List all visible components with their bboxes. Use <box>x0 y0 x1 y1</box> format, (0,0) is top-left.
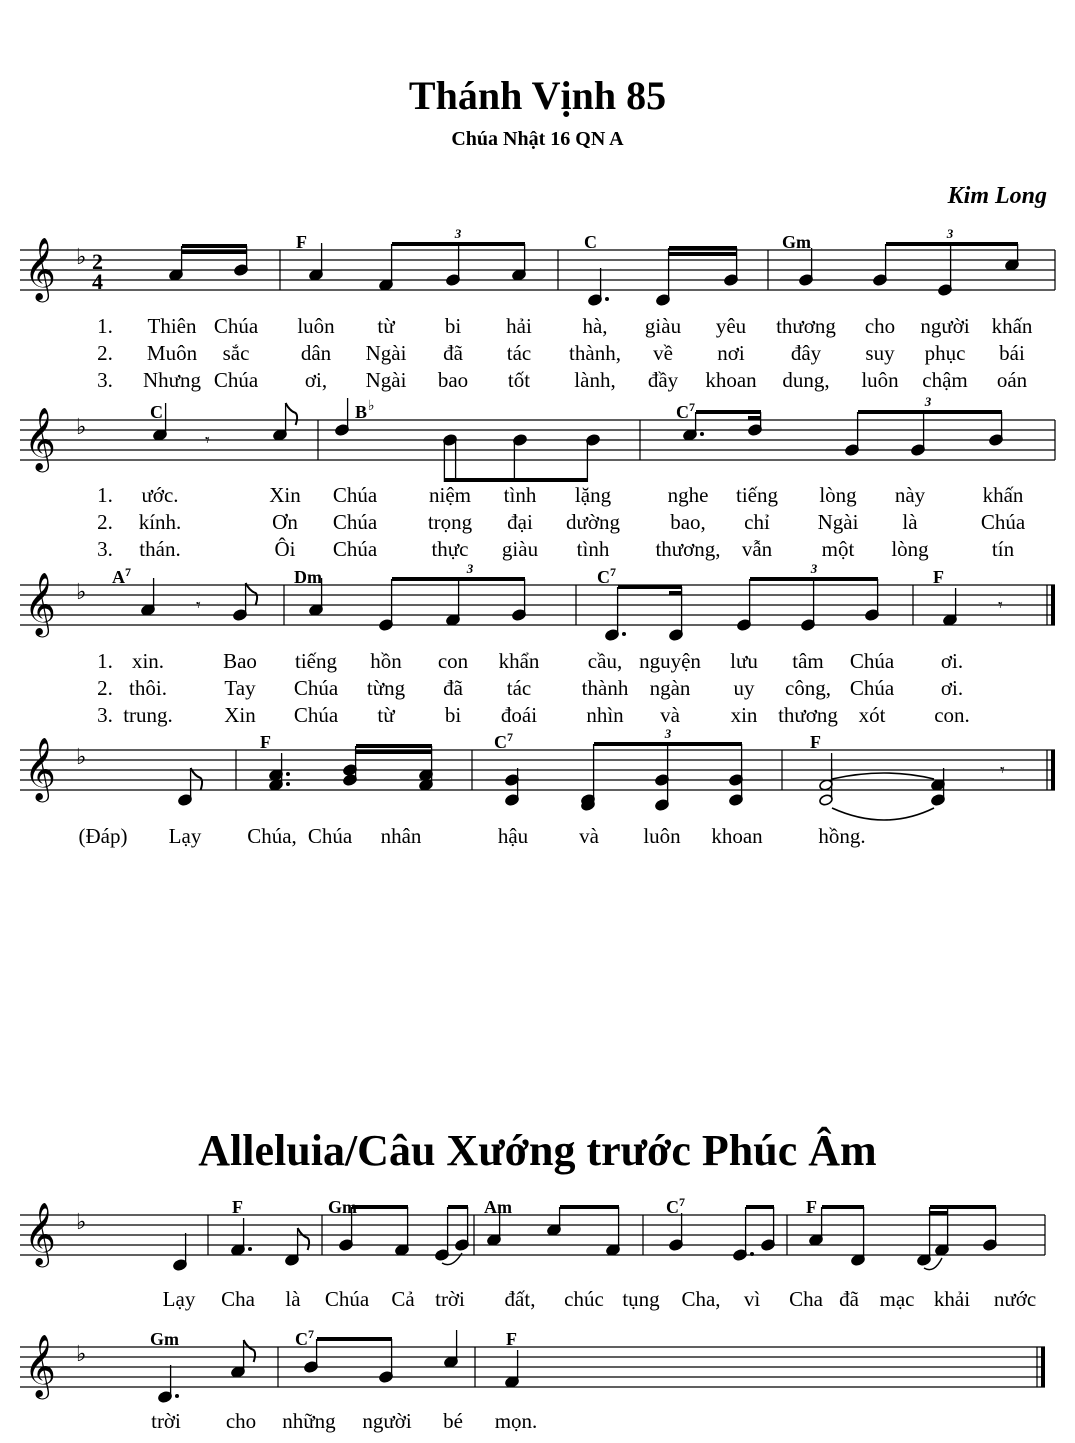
lyric-syllable: đoái <box>500 703 538 727</box>
lyric-syllable: hà, <box>582 314 608 338</box>
dot <box>248 1247 252 1251</box>
treble-clef-icon: 𝄞 <box>24 1202 56 1265</box>
chord-symbol: C <box>584 232 597 252</box>
lyric-syllable: Nhưng <box>142 368 202 392</box>
beam <box>182 244 247 248</box>
lyric-syllable: Cha <box>789 1287 823 1311</box>
lyric-syllable: thành <box>581 676 629 700</box>
note <box>169 246 184 281</box>
note <box>505 768 520 806</box>
beam <box>356 744 432 748</box>
lyric-syllable: Chúa <box>980 510 1026 534</box>
lyric-syllable: bé <box>443 1409 463 1433</box>
chord-symbol: Gm <box>328 1197 357 1217</box>
note <box>505 1350 520 1388</box>
lyric-syllable: 2. <box>97 510 113 534</box>
lyric-syllable: tụng <box>622 1287 660 1311</box>
note <box>989 412 1004 446</box>
lyric-syllable: đã <box>443 341 463 365</box>
lyric-syllable: vẫn <box>741 537 773 561</box>
chord-symbol: Dm <box>294 567 322 587</box>
chord-symbol: $A^7$ <box>112 565 131 587</box>
beam <box>448 1205 468 1209</box>
alleluia-title: Alleluia/Câu Xướng trước Phúc Âm <box>198 1126 877 1175</box>
triplet-mark: 3 <box>466 561 474 576</box>
triplet-mark: 3 <box>946 226 954 241</box>
lyric-syllable: Chúa <box>293 703 339 727</box>
note <box>444 1330 459 1368</box>
treble-clef-icon: 𝄞 <box>24 1334 56 1397</box>
final-bar-thick <box>1041 1347 1045 1387</box>
note <box>446 579 461 626</box>
lyric-syllable: ơi. <box>940 649 964 673</box>
eighth-rest-icon: 𝄾 <box>998 595 1003 616</box>
note <box>455 1207 470 1251</box>
dot <box>750 1252 754 1256</box>
staff <box>20 1202 1045 1268</box>
treble-clef-icon: 𝄞 <box>24 407 56 470</box>
lyric-syllable: người <box>920 314 970 338</box>
lyric-syllable: nghe <box>667 483 709 507</box>
beam <box>392 577 525 581</box>
lyric-syllable: suy <box>865 341 895 365</box>
lyric-syllable: dân <box>300 341 332 365</box>
beam <box>669 252 737 256</box>
beam <box>886 242 1018 246</box>
note <box>335 398 350 436</box>
note <box>231 1218 252 1256</box>
lyric-syllable: khải <box>933 1287 971 1311</box>
triplet-mark: 3 <box>664 726 672 741</box>
lyric-syllable: (Đáp) <box>78 824 128 848</box>
chord-symbol: F <box>296 232 307 252</box>
lyric-syllable: con. <box>934 703 970 727</box>
lyric-syllable: Lạy <box>162 1287 196 1311</box>
lyric-syllable: Ôi <box>274 537 296 561</box>
lyric-syllable: Muôn <box>146 341 198 365</box>
lyric-syllable: ngàn <box>649 676 691 700</box>
lyric-syllable: Chúa, <box>247 824 297 848</box>
lyric-syllable: mọn. <box>494 1409 538 1433</box>
beam <box>748 416 761 420</box>
lyric-syllable: ơi. <box>940 676 964 700</box>
lyric-syllable: con <box>437 649 469 673</box>
lyric-syllable: đã <box>839 1287 859 1311</box>
lyric-syllable: trời <box>435 1287 465 1311</box>
lyric-syllable: lòng <box>819 483 857 507</box>
time-signature-bottom: 4 <box>92 269 103 294</box>
lyric-syllable: luôn <box>861 368 899 392</box>
lyric-syllable: Ngài <box>365 341 407 365</box>
eighth-rest-icon: 𝄾 <box>205 430 210 451</box>
lyric-syllable: lặng <box>574 483 612 507</box>
chord-symbol: F <box>933 567 944 587</box>
lyric-syllable: Chúa <box>213 368 259 392</box>
time-signature-top: 2 <box>92 249 103 274</box>
beam <box>392 242 525 246</box>
chord-symbol: F <box>806 1197 817 1217</box>
lyric-syllable: thương <box>776 314 836 338</box>
lyric-syllable: bao <box>437 368 469 392</box>
lyric-syllable: khấn <box>982 483 1024 507</box>
flat-chord-icon: ♭ <box>368 398 375 414</box>
final-bar-thick <box>1051 750 1055 790</box>
eighth-rest-icon: 𝄾 <box>196 595 201 616</box>
eighth-rest-icon: 𝄾 <box>1000 760 1005 781</box>
lyric-syllable: Cha, <box>681 1287 721 1311</box>
lyric-syllable: khấn <box>991 314 1033 338</box>
lyric-syllable: thôi. <box>129 676 167 700</box>
lyric-syllable: đã <box>443 676 463 700</box>
lyric-syllable: công, <box>784 676 832 700</box>
flag <box>298 1228 310 1250</box>
lyric-syllable: từng <box>366 676 406 700</box>
lyric-syllable: thành, <box>569 341 621 365</box>
lyric-syllable: đầy <box>647 368 679 392</box>
lyric-syllable: nơi <box>717 341 745 365</box>
lyric-syllable: lòng <box>891 537 929 561</box>
lyric-syllable: yêu <box>715 314 747 338</box>
psalm-subtitle: Chúa Nhật 16 QN A <box>451 128 624 150</box>
lyric-syllable: kính. <box>138 510 182 534</box>
flag <box>286 403 298 425</box>
triplet-mark: 3 <box>924 394 932 409</box>
lyric-syllable: khoan <box>711 824 763 848</box>
chord-symbol: F <box>260 732 271 752</box>
note <box>606 1207 621 1256</box>
note <box>285 1228 309 1266</box>
note <box>761 1207 776 1251</box>
note <box>269 769 290 782</box>
note <box>799 248 814 286</box>
lyric-syllable: tiếng <box>295 649 337 673</box>
lyric-syllable: bái <box>999 341 1025 365</box>
lyric-syllable: hậu <box>497 824 529 848</box>
lyric-syllable: dung, <box>782 368 830 392</box>
beam <box>696 410 761 414</box>
lyric-syllable: chúc <box>564 1287 604 1311</box>
lyric-syllable: hồng. <box>818 824 866 848</box>
lyric-syllable: tình <box>503 483 537 507</box>
flat-key-signature-icon: ♭ <box>76 415 87 440</box>
lyric-syllable: Chúa <box>332 510 378 534</box>
treble-clef-icon: 𝄞 <box>24 237 56 300</box>
lyric-syllable: Bao <box>223 649 257 673</box>
lyric-syllable: giàu <box>501 537 539 561</box>
flat-key-signature-icon: ♭ <box>76 745 87 770</box>
note <box>231 1340 255 1378</box>
beam <box>750 577 878 581</box>
chord-symbol: F <box>810 732 821 752</box>
beam <box>356 750 432 754</box>
chord-symbol: $C^7$ <box>666 1195 685 1217</box>
note <box>588 268 609 306</box>
lyric-syllable: là <box>285 1287 301 1311</box>
chord-symbol: F <box>232 1197 243 1217</box>
lyric-syllable: là <box>902 510 918 534</box>
lyric-syllable: 1. <box>97 314 113 338</box>
beam <box>858 410 1002 414</box>
tie <box>832 773 934 779</box>
dot <box>622 632 626 636</box>
lyric-syllable: tình <box>576 537 610 561</box>
note <box>309 243 324 281</box>
lyric-syllable: Cha <box>221 1287 255 1311</box>
lyric-syllable: và <box>660 703 680 727</box>
lyric-syllable: 2. <box>97 676 113 700</box>
lyric-syllable: thương, <box>655 537 721 561</box>
lyric-syllable: cho <box>225 1409 257 1433</box>
beam <box>352 1205 408 1209</box>
note <box>911 412 926 456</box>
flat-key-signature-icon: ♭ <box>76 580 87 605</box>
note <box>917 1207 932 1266</box>
lyric-syllable: xin. <box>131 649 165 673</box>
lyric-syllable: thương <box>778 703 838 727</box>
lyric-syllable: trời <box>151 1409 181 1433</box>
lyric-syllable: khoan <box>705 368 757 392</box>
note <box>851 1207 866 1266</box>
lyric-syllable: cho <box>864 314 896 338</box>
note <box>141 578 156 616</box>
lyric-syllable: vì <box>743 1287 761 1311</box>
note <box>379 244 394 291</box>
beam <box>930 1205 996 1209</box>
flag <box>191 768 203 790</box>
lyric-syllable: ước. <box>141 483 179 507</box>
beam <box>618 585 682 589</box>
lyric-syllable: oán <box>996 368 1028 392</box>
lyric-syllable: bi <box>444 703 462 727</box>
dot <box>700 432 704 436</box>
lyric-syllable: cầu, <box>587 649 623 673</box>
lyric-syllable: bao, <box>670 510 706 534</box>
lyric-syllable: xót <box>858 703 886 727</box>
lyric-syllable: đại <box>507 510 533 534</box>
lyric-syllable: Chúa <box>324 1287 370 1311</box>
dot <box>605 297 609 301</box>
beam <box>560 1205 619 1209</box>
lyric-syllable: chỉ <box>744 510 770 534</box>
lyric-syllable: về <box>653 341 673 365</box>
lyric-syllable: trọng <box>427 510 473 534</box>
staff <box>20 572 1055 638</box>
lyric-syllable: đất, <box>504 1287 536 1311</box>
beam <box>444 478 588 482</box>
lyric-syllable: Ơn <box>272 510 298 534</box>
lyric-syllable: 1. <box>97 649 113 673</box>
lyric-syllable: 3. <box>97 368 113 392</box>
chord-symbol: B <box>355 402 368 422</box>
lyric-syllable: khẩn <box>498 649 540 673</box>
lyric-syllable: uy <box>733 676 755 700</box>
chord-symbol: $C^7$ <box>295 1327 314 1349</box>
note <box>158 1365 179 1403</box>
lyric-syllable: lành, <box>574 368 616 392</box>
beam <box>182 250 247 254</box>
chord-symbol: F <box>506 1329 517 1349</box>
chord-symbol: Gm <box>150 1329 179 1349</box>
lyric-syllable: đây <box>790 341 822 365</box>
treble-clef-icon: 𝄞 <box>24 737 56 800</box>
lyric-syllable: tốt <box>507 368 531 392</box>
note <box>178 768 202 806</box>
beam <box>594 742 742 746</box>
lyric-syllable: Ngài <box>365 368 407 392</box>
lyric-syllable: nước <box>993 1287 1037 1311</box>
lyric-syllable: Chúa <box>849 676 895 700</box>
treble-clef-icon: 𝄞 <box>24 572 56 635</box>
psalm-title: Thánh Vịnh 85 <box>408 73 667 118</box>
lyric-syllable: thực <box>431 537 469 561</box>
lyric-syllable: phục <box>924 341 966 365</box>
flat-key-signature-icon: ♭ <box>76 1210 87 1235</box>
note <box>273 403 297 441</box>
lyric-syllable: xin <box>730 703 758 727</box>
lyric-syllable: bi <box>444 314 462 338</box>
lyric-syllable: lưu <box>730 649 758 673</box>
beam <box>669 246 737 250</box>
lyric-syllable: giàu <box>644 314 682 338</box>
lyric-syllable: niệm <box>429 483 471 507</box>
lyric-syllable: dường <box>566 510 620 534</box>
lyric-syllable: 3. <box>97 537 113 561</box>
lyric-syllable: nguyện <box>639 649 701 673</box>
note <box>845 412 860 456</box>
note <box>983 1207 998 1251</box>
staff <box>20 407 1055 473</box>
beam <box>746 1205 774 1209</box>
lyric-syllable: Ngài <box>817 510 859 534</box>
chord-symbol: C <box>150 402 163 422</box>
note <box>1005 244 1020 271</box>
lyric-syllable: trung. <box>123 703 173 727</box>
lyric-syllable: chậm <box>922 368 968 392</box>
lyric-syllable: hải <box>506 314 532 338</box>
note <box>748 412 763 436</box>
tie <box>832 808 934 820</box>
lyric-syllable: Chúa <box>332 483 378 507</box>
lyric-syllable: Chúa <box>332 537 378 561</box>
dot <box>286 772 290 776</box>
lyric-syllable: thán. <box>139 537 181 561</box>
note <box>656 248 671 306</box>
lyric-syllable: mạc <box>879 1287 915 1311</box>
triplet-mark: 3 <box>454 226 462 241</box>
lyric-syllable: tâm <box>792 649 824 673</box>
note <box>379 1339 394 1383</box>
lyric-syllable: Chúa <box>293 676 339 700</box>
chord-symbol: Gm <box>782 232 811 252</box>
lyric-syllable: 2. <box>97 341 113 365</box>
lyric-syllable: tín <box>991 537 1015 561</box>
lyric-syllable: luôn <box>643 824 681 848</box>
lyric-syllable: ơi, <box>304 368 328 392</box>
lyric-syllable: Cả <box>391 1287 415 1311</box>
lyric-syllable: Tay <box>224 676 256 700</box>
lyric-syllable: một <box>821 537 855 561</box>
flag <box>246 583 258 605</box>
triplet-mark: 3 <box>810 561 818 576</box>
lyric-syllable: nhìn <box>586 703 624 727</box>
flag <box>244 1340 256 1362</box>
chord-symbol: $C^7$ <box>494 730 513 752</box>
lyric-syllable: tiếng <box>736 483 778 507</box>
lyric-syllable: Chúa <box>213 314 259 338</box>
dot <box>175 1394 179 1398</box>
note <box>669 1213 684 1251</box>
beam <box>669 591 682 595</box>
chord-symbol: Am <box>484 1197 512 1217</box>
note <box>395 1207 410 1256</box>
lyric-syllable: sắc <box>222 341 250 365</box>
lyric-syllable: người <box>362 1409 412 1433</box>
chord-symbol: $C^7$ <box>676 400 695 422</box>
note <box>173 1233 188 1271</box>
composer: Kim Long <box>947 183 1047 209</box>
lyric-syllable: Thiên <box>147 314 197 338</box>
lyric-syllable: hồn <box>370 649 402 673</box>
lyric-syllable: Chúa <box>307 824 353 848</box>
dot <box>286 782 290 786</box>
lyric-syllable: và <box>579 824 599 848</box>
beam <box>822 1205 864 1209</box>
lyric-syllable: Lạy <box>168 824 202 848</box>
lyric-syllable: tác <box>506 341 532 365</box>
lyric-syllable: từ <box>377 703 395 727</box>
staff <box>20 737 1055 803</box>
lyric-syllable: 3. <box>97 703 113 727</box>
lyric-syllable: luôn <box>297 314 335 338</box>
final-bar-thick <box>1051 585 1055 625</box>
lyric-syllable: 1. <box>97 483 113 507</box>
flat-key-signature-icon: ♭ <box>76 1342 87 1367</box>
lyric-syllable: từ <box>377 314 395 338</box>
lyric-syllable: những <box>282 1409 336 1433</box>
lyric-syllable: này <box>894 483 926 507</box>
beam <box>930 1211 948 1215</box>
flat-key-signature-icon: ♭ <box>76 245 87 270</box>
chord-symbol: $C^7$ <box>597 565 616 587</box>
lyric-syllable: Chúa <box>849 649 895 673</box>
lyric-syllable: nhân <box>380 824 422 848</box>
lyric-syllable: Xin <box>224 703 256 727</box>
lyric-syllable: tác <box>506 676 532 700</box>
lyric-syllable: Xin <box>269 483 301 507</box>
note <box>547 1207 562 1236</box>
note <box>943 588 958 626</box>
beam <box>317 1337 392 1341</box>
